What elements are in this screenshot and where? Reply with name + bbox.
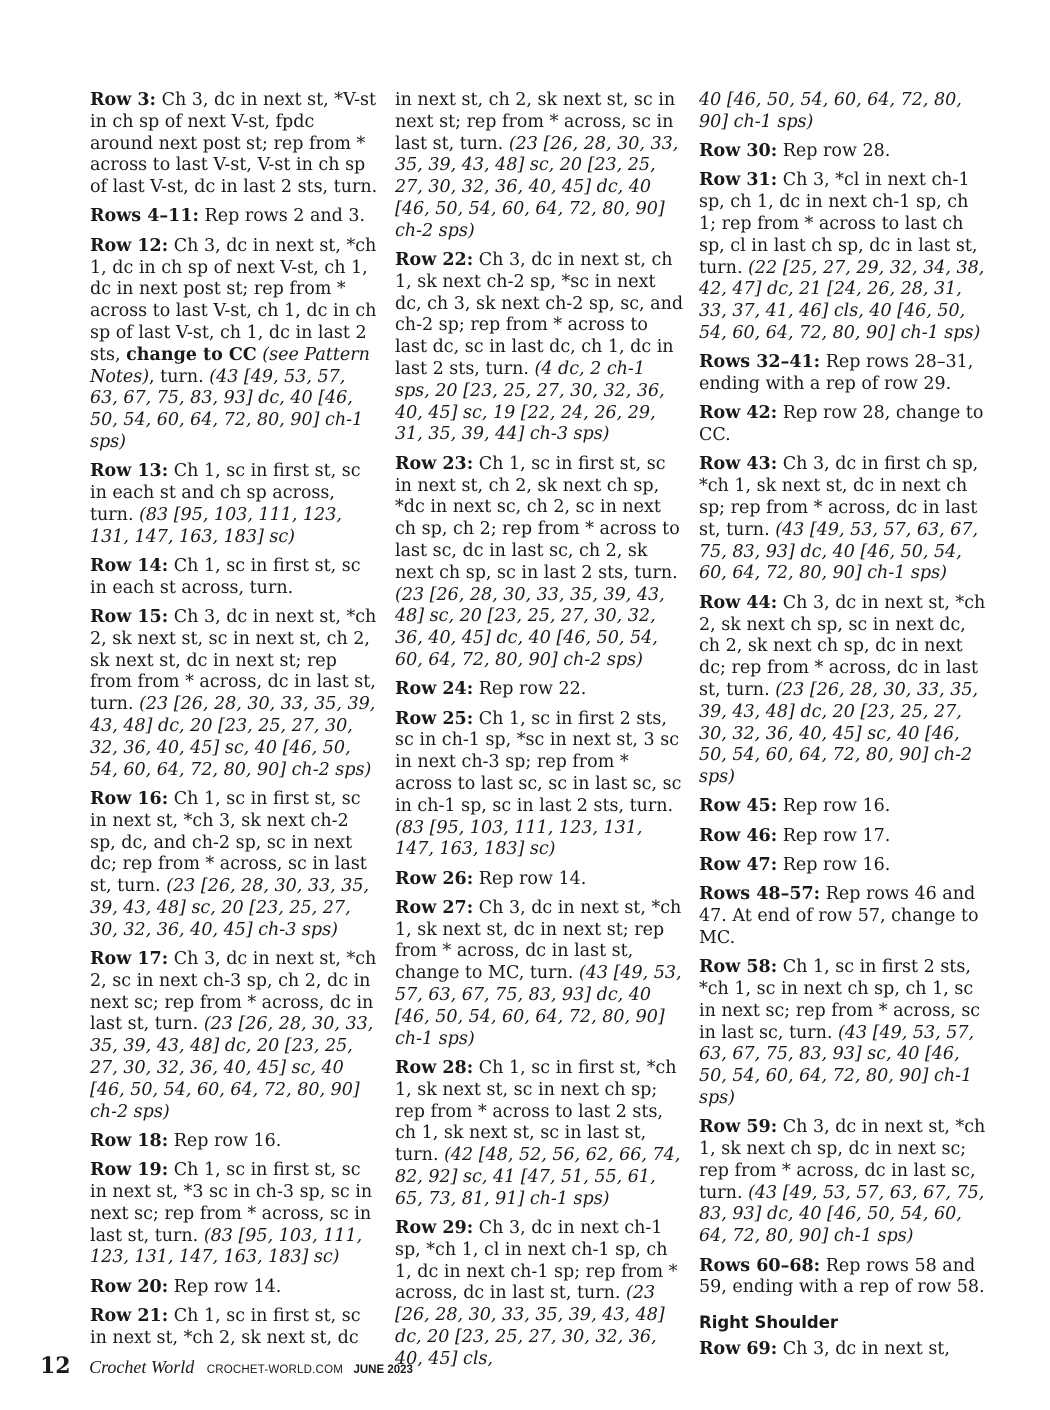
row-label: Row 24: (395, 679, 474, 700)
row-instructions: Ch 3, dc in first ch sp, *ch 1, sk next st, dc in next ch sp; rep from * across, dc in last st, turn. (699, 454, 979, 540)
row-label: Rows 32–41: (699, 352, 821, 373)
row-label: Row 23: (395, 453, 474, 474)
pattern-row (90, 1131, 378, 1153)
row-instructions: Ch 1, sc in first st, sc in each st and ch sp across, turn. (90, 461, 361, 525)
row-instructions: Rep row 14. (473, 868, 587, 889)
pattern-row (699, 593, 989, 789)
row-instructions: Ch 1, sc in first st, sc in next st, *3 sc in ch-3 sp, sc in next sc; rep from * across, sc in last st, turn. (90, 1160, 373, 1246)
row-note: (see Pattern Notes) (90, 344, 370, 387)
pattern-row (699, 884, 989, 949)
row-emphasis: change to CC (126, 344, 257, 365)
pattern-row (699, 826, 989, 848)
pattern-row (699, 90, 989, 134)
page-footer (40, 1353, 413, 1379)
pattern-row (90, 1160, 378, 1269)
stitch-count: (43 [49, 53, 57, 63, 67, 75, 83, 93] sc, 40 [46, 50, 54, 60, 64, 72, 80, 90] ch-1 sps) (699, 1022, 975, 1108)
row-label: Rows 60–68: (699, 1255, 821, 1276)
stitch-count: (23 [26, 28, 30, 33, 35, 39, 43, 48] sc, 20 [23, 25, 27, 30, 32, 36, 40, 45] dc, 40 [46, 50, 54, 60, 64, 72, 80, 90] ch-2 sps) (395, 584, 665, 670)
pattern-row (395, 1058, 685, 1211)
stitch-count: (23 [26, 28, 30, 33, 35, 39, 43, 48] dc, 20 [23, 25, 27, 30, 32, 36, 40, 45] sc, 40 [46, 50, 54, 60, 64, 72, 80, 90] ch-2 sps) (90, 694, 376, 780)
row-instructions: Ch 1, sc in first st, sc in each st across, turn. (90, 555, 361, 598)
pattern-row (395, 90, 685, 243)
pattern-row (90, 607, 378, 781)
row-label: Row 59: (699, 1117, 778, 1138)
pattern-row (90, 90, 378, 199)
row-label: Row 45: (699, 796, 778, 817)
row-label: Row 14: (90, 555, 169, 576)
stitch-count: (23 [26, 28, 30, 33, 35, 39, 43, 48] sc, 20 [23, 25, 27, 30, 32, 36, 40, 45] ch-3 sps) (90, 876, 370, 940)
pattern-row (699, 141, 989, 163)
pattern-row (699, 1256, 989, 1300)
row-label: Row 27: (395, 897, 474, 918)
stitch-count: (83 [95, 103, 111, 123, 131, 147, 163, 183] sc) (395, 817, 643, 860)
row-label: Row 22: (395, 250, 474, 271)
pattern-row (90, 949, 378, 1123)
row-label: Row 25: (395, 708, 474, 729)
stitch-count: (42 [48, 52, 56, 62, 66, 74, 82, 92] sc, 41 [47, 51, 55, 61, 65, 73, 81, 91] ch-1 sps) (395, 1145, 681, 1209)
row-instructions: Ch 3, dc in next st, (777, 1339, 950, 1360)
pattern-row (90, 1306, 378, 1350)
row-label: Row 46: (699, 825, 778, 846)
row-label: Rows 48–57: (699, 884, 821, 905)
row-label: Rows 4–11: (90, 206, 199, 227)
pattern-row (90, 236, 378, 454)
row-instructions: Ch 3, *cl in next ch-1 sp, ch 1, dc in next ch-1 sp, ch 1; rep from * across to last ch sp, cl in last ch sp, dc in last st, turn. (699, 170, 978, 278)
pattern-row (90, 461, 378, 548)
pattern-row (699, 957, 989, 1110)
row-instructions: Rep row 17. (777, 825, 891, 846)
stitch-count: (22 [25, 27, 29, 32, 34, 38, 42, 47] dc, 21 [24, 26, 28, 31, 33, 37, 41, 46] cls, 40 [46, 50, 54, 60, 64, 72, 80, 90] ch-1 sps) (699, 257, 985, 343)
row-instructions: Ch 3, dc in next st, ch 1, sk next ch-2 sp, *sc in next dc, ch 3, sk next ch-2 sp, sc, and ch-2 sp; rep from * across to last dc, sc in last dc, ch 1, dc in last 2 sts, turn. (395, 250, 684, 380)
stitch-count: (4 dc, 2 ch-1 sps, 20 [23, 25, 27, 30, 32, 36, 40, 45] sc, 19 [22, 24, 26, 29, 31, 35, 39, 44] ch-3 sps) (395, 359, 665, 445)
row-instructions: Ch 1, sc in first 2 sts, *ch 1, sc in next ch sp, ch 1, sc in next sc; rep from * across, sc in last sc, turn. (699, 957, 981, 1043)
row-instructions: Rep rows 2 and 3. (198, 206, 366, 227)
row-label: Row 58: (699, 957, 778, 978)
row-label: Row 43: (699, 454, 778, 475)
row-instructions: Ch 1, sc in first st, sc in next st, *ch 3, sk next ch-2 sp, dc, and ch-2 sp, sc in next dc; rep from * across, sc in last st, turn. (90, 788, 367, 897)
pattern-row (699, 352, 989, 396)
row-instructions: Ch 3, dc in next st, *ch 1, sk next st, dc in next st; rep from * across, dc in last st, change to MC, turn. (395, 897, 682, 984)
pattern-row (699, 1117, 989, 1248)
row-instructions: Rep row 14. (168, 1276, 282, 1297)
pattern-row (699, 170, 989, 344)
issue-date: JUNE 2023 (353, 1364, 413, 1376)
pattern-row (395, 709, 685, 862)
row-label: Row 15: (90, 607, 169, 628)
row-instructions: Ch 3, dc in next st, *ch 2, sk next ch sp, sc in next dc, ch 2, sk next ch sp, dc in next dc; rep from * across, dc in last st, turn. (699, 592, 986, 700)
stitch-count: (23 [26, 28, 30, 33, 35, 39, 43, 48] dc, 20 [23, 25, 27, 30, 32, 36, 40, 45] sc, 40 [46, 50, 54, 60, 64, 72, 80, 90] ch-2 sps) (699, 679, 979, 788)
row-label: Row 18: (90, 1130, 169, 1151)
pattern-row (395, 250, 685, 446)
row-instructions-end: , turn. (149, 366, 204, 387)
row-label: Row 30: (699, 141, 778, 162)
row-instructions: Rep row 16. (777, 855, 891, 875)
pattern-row (699, 1339, 989, 1361)
row-label: Row 16: (90, 788, 169, 809)
pattern-row (699, 403, 989, 447)
row-label: Row 17: (90, 948, 169, 969)
row-instructions: Rep rows 58 and 59, ending with a rep of row 58. (699, 1255, 985, 1298)
pattern-row (90, 206, 378, 228)
column-1 (90, 90, 378, 1357)
row-label: Row 12: (90, 235, 169, 256)
row-label: Row 69: (699, 1339, 778, 1360)
stitch-count: (83 [95, 103, 111, 123, 131, 147, 163, 183] sc) (90, 1225, 363, 1268)
pattern-row (699, 454, 989, 585)
pattern-row (395, 1218, 685, 1371)
row-instructions: Rep rows 28–31, ending with a rep of row 29. (699, 352, 974, 395)
stitch-count: (43 [49, 53, 57, 63, 67, 75, 83, 93] dc, 40 [46, 50, 54, 60, 64, 72, 80, 90] ch-1 sps) (395, 963, 682, 1049)
stitch-count: (23 [26, 28, 30, 33, 35, 39, 43, 48] sc, 20 [23, 25, 27, 30, 32, 36, 40, 45] dc, 40 [46, 50, 54, 60, 64, 72, 80, 90] ch-2 sps) (395, 133, 679, 241)
row-instructions: Ch 3, dc in next ch-1 sp, *ch 1, cl in next ch-1 sp, ch 1, dc in next ch-1 sp; rep from * across, dc in last st, turn. (395, 1218, 678, 1304)
row-label: Row 13: (90, 461, 169, 482)
pattern-row (90, 556, 378, 600)
row-instructions: Rep row 16. (777, 796, 891, 817)
pattern-row (90, 1277, 378, 1299)
row-instructions: Ch 1, sc in first st, sc in next st, *ch 2, sk next st, dc (90, 1305, 361, 1348)
row-instructions: Rep row 28. (777, 141, 891, 162)
row-label: Row 20: (90, 1276, 169, 1297)
row-label: Row 47: (699, 855, 778, 875)
stitch-count: (43 [49, 53, 57, 63, 67, 75, 83, 93] dc, 40 [46, 50, 54, 60, 64, 72, 80, 90] ch-1 sps) (699, 519, 979, 584)
row-label: Row 42: (699, 403, 778, 424)
row-instructions: Ch 3, dc in next st, *ch 2, sc in next ch-3 sp, ch 2, dc in next sc; rep from * across, dc in last st, turn. (90, 948, 377, 1035)
column-3 (699, 90, 989, 1368)
row-instructions: Ch 1, sc in first 2 sts, sc in ch-1 sp, *sc in next st, 3 sc in next ch-3 sp; rep from * across to last sc, sc in last sc, sc in ch-1 sp, sc in last 2 sts, turn. (395, 708, 682, 816)
row-label: Row 29: (395, 1218, 474, 1239)
magazine-title: Crochet World (89, 1357, 195, 1377)
pattern-row (699, 855, 989, 877)
row-label: Row 21: (90, 1305, 169, 1326)
row-instructions: Rep row 16. (168, 1130, 282, 1151)
row-instructions: Rep rows 46 and 47. At end of row 57, change to MC. (699, 884, 979, 948)
row-instructions: Ch 1, sc in first st, sc in next st, ch 2, sk next ch sp, *dc in next sc, ch 2, sc in next ch sp, ch 2; rep from * across to last sc, dc in last sc, ch 2, sk next ch sp, sc in last 2 sts, turn. (395, 453, 680, 583)
stitch-count: (23 [26, 28, 30, 33, 35, 39, 43, 48] dc, 20 [23, 25, 27, 30, 32, 36, 40, 45] cls, (395, 1283, 665, 1369)
stitch-count: (43 [49, 53, 57, 63, 67, 75, 83, 93] dc, 40 [46, 50, 54, 60, 64, 72, 80, 90] ch-1 sps) (699, 1182, 985, 1247)
page-number: 12 (40, 1353, 71, 1379)
pattern-row (395, 679, 685, 701)
row-instructions: Rep row 22. (473, 679, 587, 700)
stitch-count: (43 [49, 53, 57, 63, 67, 75, 83, 93] dc, 40 [46, 50, 54, 60, 64, 72, 80, 90] ch-1 sps) (90, 366, 364, 452)
row-label: Row 19: (90, 1160, 169, 1181)
row-instructions: Rep row 28, change to CC. (699, 403, 984, 446)
website-url: CROCHET-WORLD.COM (206, 1364, 343, 1376)
pattern-row (90, 789, 378, 942)
pattern-row (395, 869, 685, 891)
row-instructions: Ch 3, dc in next st, *ch 2, sk next st, sc in next st, ch 2, sk next st, dc in next st; rep from from * across, dc in last st, turn. (90, 607, 377, 715)
row-instructions: in next st, ch 2, sk next st, sc in next st; rep from * across, sc in last st, turn. (395, 90, 676, 154)
row-label: Row 44: (699, 592, 778, 613)
row-label: Row 26: (395, 868, 474, 889)
stitch-count: 40 [46, 50, 54, 60, 64, 72, 80, 90] ch-1 sps) (699, 90, 962, 132)
pattern-row (699, 796, 989, 818)
section-heading: Right Shoulder (699, 1313, 839, 1333)
stitch-count: (83 [95, 103, 111, 123, 131, 147, 163, 183] sc) (90, 504, 342, 547)
row-label: Row 31: (699, 170, 778, 191)
stitch-count: (23 [26, 28, 30, 33, 35, 39, 43, 48] dc, 20 [23, 25, 27, 30, 32, 36, 40, 45] sc, 40 [46, 50, 54, 60, 64, 72, 80, 90] ch-2 sps) (90, 1014, 374, 1122)
row-instructions: Ch 3, dc in next st, *ch 1, sk next ch sp, dc in next sc; rep from * across, dc in last sc, turn. (699, 1117, 986, 1203)
row-instructions: Ch 3, dc in next st, *V-st in ch sp of next V-st, fpdc around next post st; rep from * across to last V-st, V-st in ch sp of last V-st, dc in last 2 sts, turn. (90, 90, 378, 198)
pattern-row (395, 454, 685, 672)
row-label: Row 28: (395, 1057, 474, 1078)
row-label: Row 3: (90, 90, 157, 110)
row-instructions: Ch 1, sc in first st, *ch 1, sk next st, sc in next ch sp; rep from * across to last 2 sts, ch 1, sk next st, sc in last st, turn. (395, 1057, 677, 1166)
column-2 (395, 90, 685, 1378)
row-instructions: Ch 3, dc in next st, *ch 1, dc in ch sp of next V-st, ch 1, dc in next post st; rep from * across to last V-st, ch 1, dc in ch sp of last V-st, ch 1, dc in last 2 sts, (90, 235, 377, 365)
pattern-row (395, 898, 685, 1051)
